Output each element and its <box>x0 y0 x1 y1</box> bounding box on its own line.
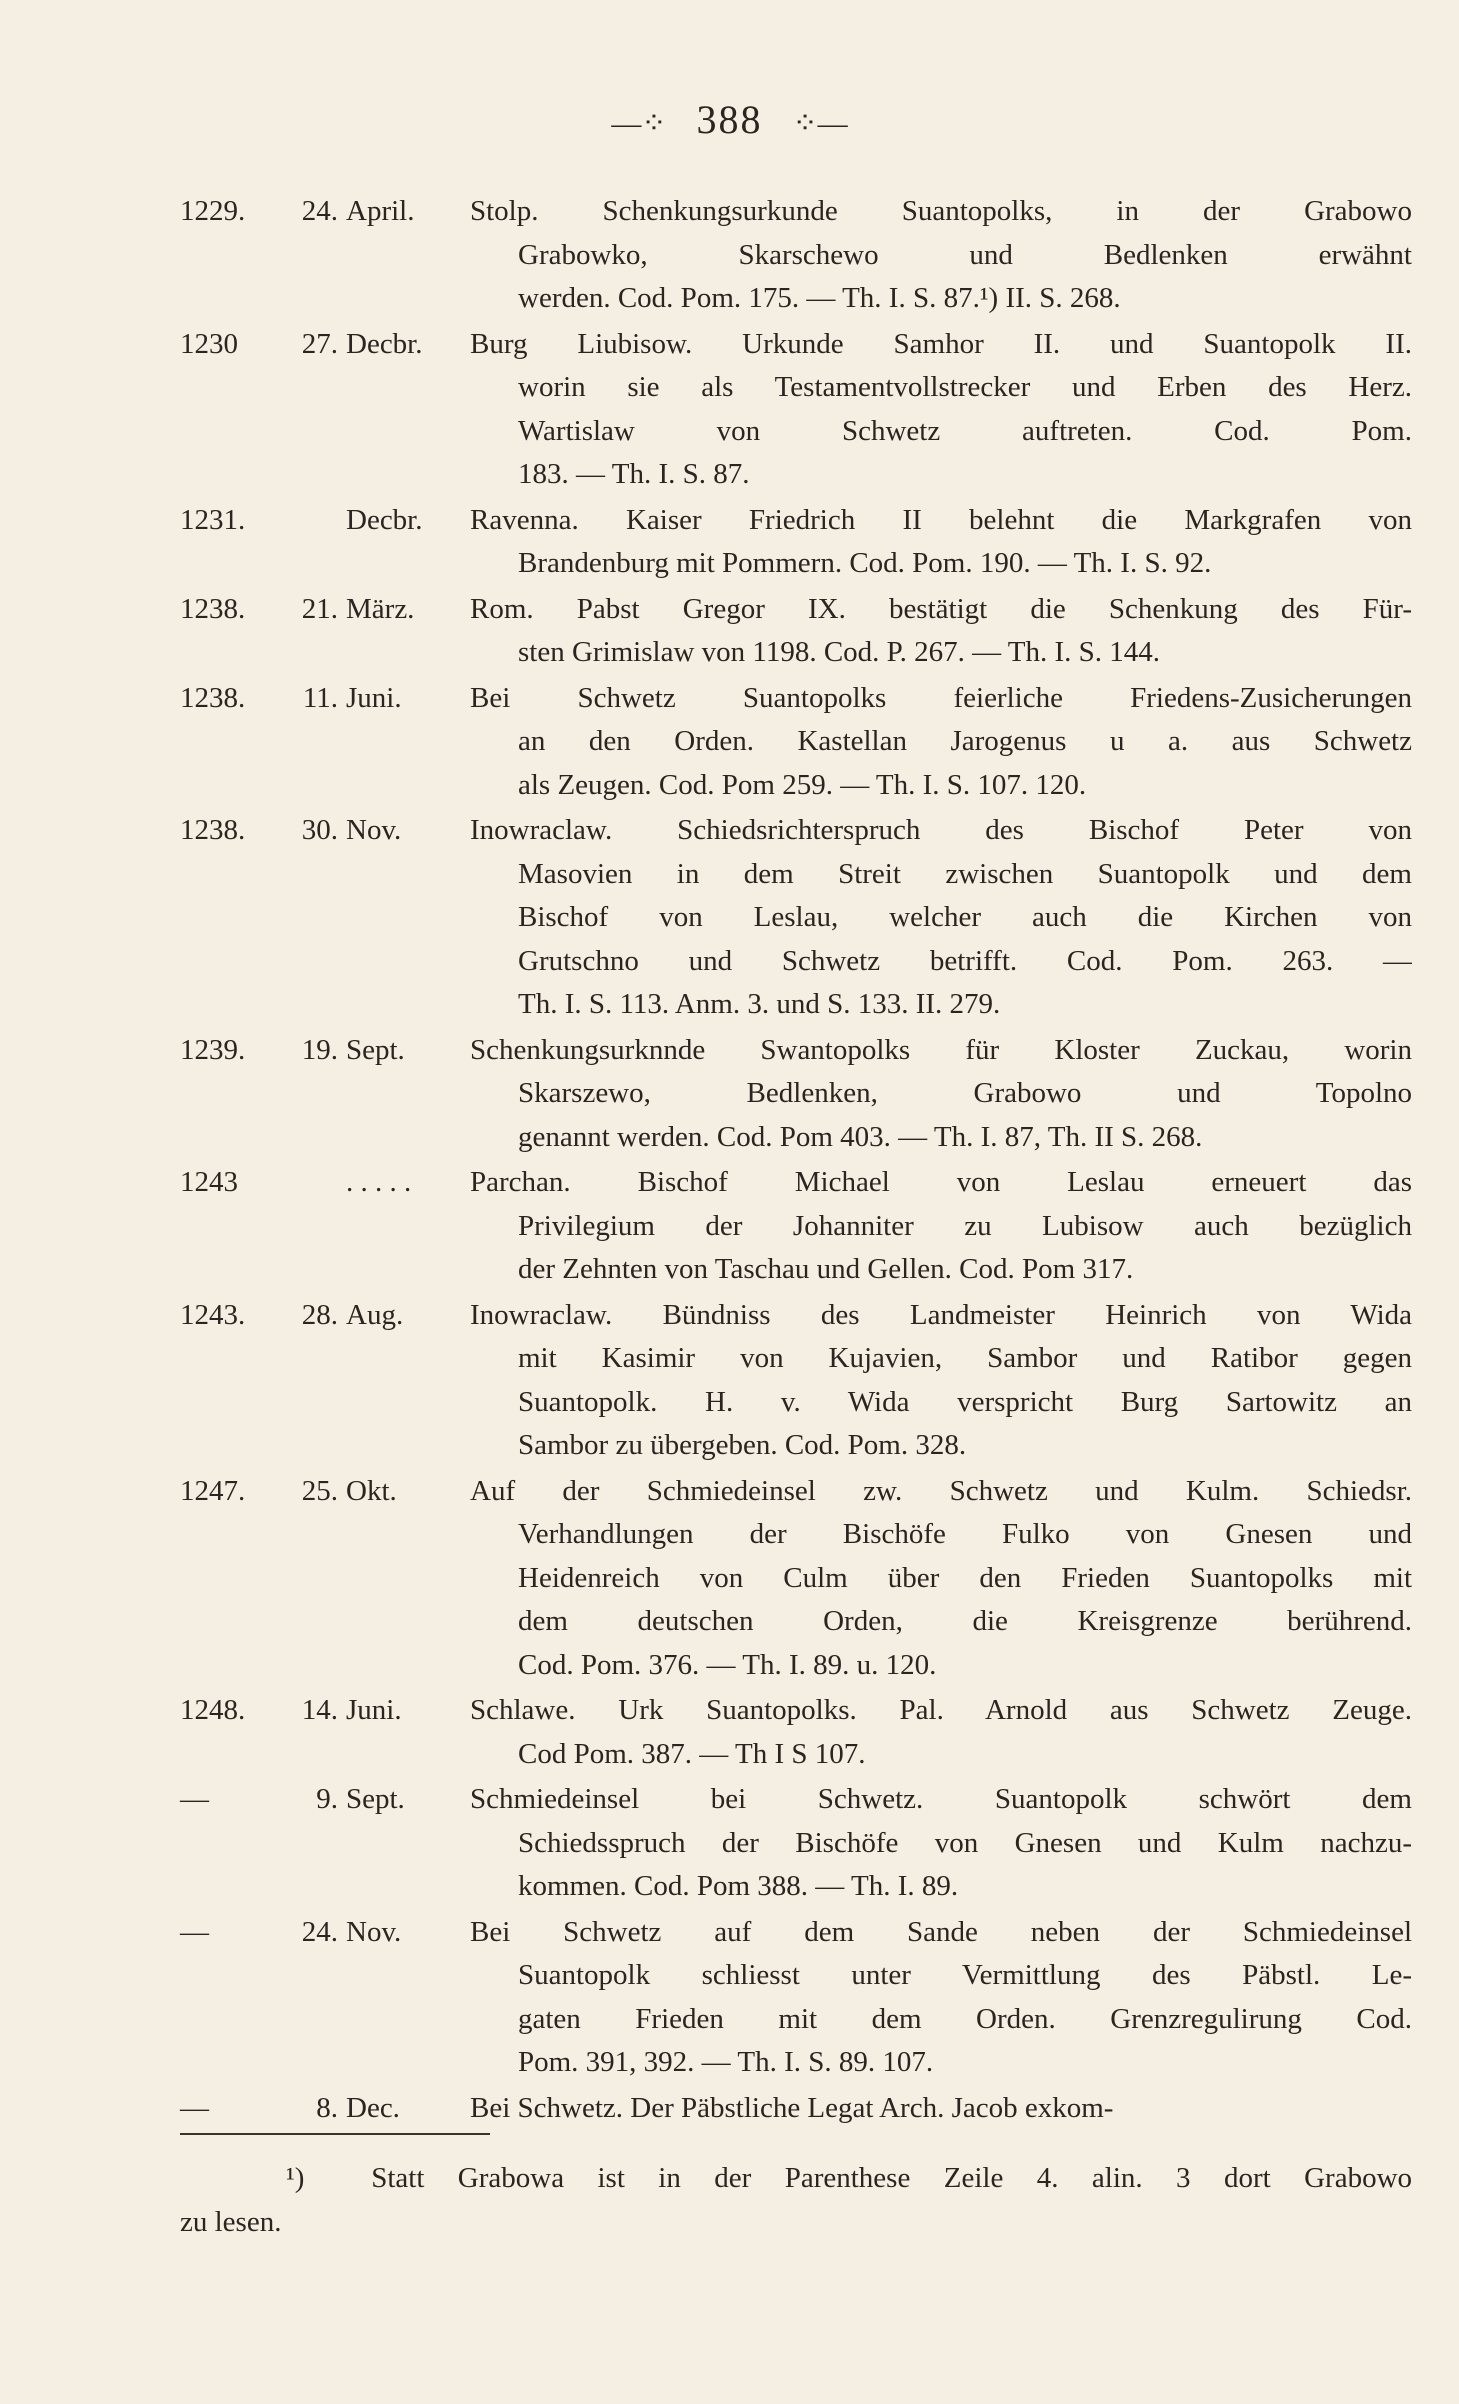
entry-month: Sept. <box>346 1783 405 1815</box>
entry-line: Cod. Pom. 376. — Th. I. 89. u. 120. <box>518 1648 937 1681</box>
entry-line: werden. Cod. Pom. 175. — Th. I. S. 87.¹) II. S. 268. <box>518 282 1121 314</box>
entry-text <box>470 1029 1412 1160</box>
chronicle-entry <box>180 677 1412 808</box>
entry-line: als Zeugen. Cod. Pom 259. — Th. I. S. 107. 120. <box>518 768 1087 801</box>
entry-line: Verhandlungen der Bischöfe Fulko von Gnesen und <box>518 1518 1412 1550</box>
chronicle-entry <box>180 1911 1412 2085</box>
entry-line: sten Grimislaw von 1198. Cod. P. 267. — Th. I. S. 144. <box>518 636 1161 668</box>
entry-line: Auf der Schmiedeinsel zw. Schwetz und Kulm. Schiedsr. <box>470 1474 1412 1507</box>
entry-year: — <box>180 2091 209 2124</box>
entry-date <box>280 499 470 586</box>
footnote-line-1 <box>180 2156 1412 2200</box>
entry-month: März. <box>346 592 415 625</box>
chronicle-entry <box>180 1161 1412 1292</box>
entry-line: Ravenna. Kaiser Friedrich II belehnt die Markgrafen von <box>470 503 1412 536</box>
entry-text <box>470 2087 1412 2131</box>
entry-line: der Zehnten von Taschau und Gellen. Cod. Pom 317. <box>518 1253 1134 1285</box>
entry-line: Skarszewo, Bedlenken, Grabowo und Topolno <box>518 1077 1412 1109</box>
entry-text <box>470 1778 1412 1909</box>
entry-text <box>470 1294 1412 1468</box>
chronicle-entry <box>180 190 1412 321</box>
entry-line: gaten Frieden mit dem Orden. Grenzregulirung Cod. <box>518 2002 1412 2035</box>
chronicle-entry <box>180 1689 1412 1776</box>
entry-month: Decbr. <box>346 327 423 360</box>
entry-text <box>470 499 1412 586</box>
entry-text <box>470 1911 1412 2085</box>
entry-year: 1243 <box>180 1166 238 1198</box>
entry-month: Nov. <box>346 814 402 846</box>
entry-month: Decbr. <box>346 503 423 536</box>
entry-date <box>280 588 470 675</box>
entry-month: Nov. <box>346 1915 402 1948</box>
entry-text <box>470 1161 1412 1292</box>
entry-year: 1247. <box>180 1474 246 1507</box>
entry-line: an den Orden. Kastellan Jarogenus u a. aus Schwetz <box>518 725 1412 757</box>
entry-line: Pom. 391, 392. — Th. I. S. 89. 107. <box>518 2046 934 2078</box>
entry-line: Burg Liubisow. Urkunde Samhor II. und Suantopolk II. <box>470 327 1412 360</box>
entry-year: 1238. <box>180 814 246 846</box>
entry-text <box>470 588 1412 675</box>
footnote-line-2: zu lesen. <box>180 2206 282 2238</box>
footnote-rule <box>180 2133 490 2135</box>
entry-line: Brandenburg mit Pommern. Cod. Pom. 190. — Th. I. S. 92. <box>518 547 1212 579</box>
entry-line: Parchan. Bischof Michael von Leslau erneuert das <box>470 1166 1412 1198</box>
entry-month: Juni. <box>346 681 402 714</box>
left-ornament: —⁘ <box>611 107 667 140</box>
entry-month: Sept. <box>346 1033 405 1066</box>
entry-day: 11. <box>302 681 338 714</box>
entry-text <box>470 323 1412 497</box>
entry-day: 8. <box>316 2091 338 2124</box>
chronicle-entry <box>180 1778 1412 1909</box>
footnote-text-1: Statt Grabowa ist in der Parenthese Zeile 4. alin. 3 dort Grabowo <box>371 2162 1413 2194</box>
entry-line: Schenkungsurknnde Swantopolks für Kloster Zuckau, worin <box>470 1033 1412 1066</box>
entry-month: Dec. <box>346 2091 400 2124</box>
entry-line: worin sie als Testamentvollstrecker und Erben des Herz. <box>518 371 1412 403</box>
entry-day: 28. <box>301 1298 338 1331</box>
entry-year: 1243. <box>180 1298 246 1331</box>
chronicle-entries <box>180 190 1412 2132</box>
entry-date <box>280 1689 470 1776</box>
entry-day: 30. <box>301 814 338 846</box>
entry-line: Stolp. Schenkungsurkunde Suantopolks, in der Grabowo <box>470 195 1412 227</box>
entry-line: kommen. Cod. Pom 388. — Th. I. 89. <box>518 1870 959 1902</box>
entry-text <box>470 1689 1412 1776</box>
entry-month: . . . . . <box>346 1166 412 1198</box>
entry-line: Masovien in dem Streit zwischen Suantopolk und dem <box>518 857 1412 890</box>
entry-line: Inowraclaw. Schiedsrichterspruch des Bischof Peter von <box>470 814 1412 846</box>
entry-day: 19. <box>301 1033 338 1066</box>
entry-date <box>280 1161 470 1292</box>
entry-day: 25. <box>301 1474 338 1507</box>
entry-line: dem deutschen Orden, die Kreisgrenze berührend. <box>518 1605 1412 1637</box>
entry-date <box>280 809 470 1027</box>
footnote-marker: ¹) <box>286 2162 305 2194</box>
entry-line: Grutschno und Schwetz betrifft. Cod. Pom. 263. — <box>518 944 1412 977</box>
entry-line: genannt werden. Cod. Pom 403. — Th. I. 87, Th. II S. 268. <box>518 1120 1203 1153</box>
entry-date <box>280 1470 470 1688</box>
entry-month: April. <box>346 195 415 227</box>
entry-day: 14. <box>301 1694 338 1726</box>
entry-line: Schlawe. Urk Suantopolks. Pal. Arnold aus Schwetz Zeuge. <box>470 1694 1412 1726</box>
entry-year: 1238. <box>180 592 246 625</box>
entry-date <box>280 1778 470 1909</box>
entry-line: Rom. Pabst Gregor IX. bestätigt die Schenkung des Für- <box>470 592 1412 625</box>
entry-month: Okt. <box>346 1474 397 1507</box>
entry-date <box>280 1294 470 1468</box>
entry-year: 1248. <box>180 1694 246 1726</box>
entry-line: Bei Schwetz Suantopolks feierliche Friedens-Zusicherungen <box>470 681 1412 714</box>
entry-year: 1230 <box>180 327 238 360</box>
entry-line: Th. I. S. 113. Anm. 3. und S. 133. II. 279. <box>518 988 1001 1020</box>
entry-day: 24. <box>301 1915 338 1948</box>
entry-year: 1231. <box>180 503 246 536</box>
entry-text <box>470 677 1412 808</box>
entry-line: Wartislaw von Schwetz auftreten. Cod. Pom. <box>518 414 1412 447</box>
entry-line: 183. — Th. I. S. 87. <box>518 458 750 490</box>
footnote <box>180 2156 1412 2244</box>
entry-line: Bischof von Leslau, welcher auch die Kirchen von <box>518 901 1412 933</box>
entry-date <box>280 323 470 497</box>
entry-line: Heidenreich von Culm über den Frieden Suantopolks mit <box>518 1561 1412 1594</box>
entry-date <box>280 2087 470 2131</box>
page-header <box>0 96 1459 143</box>
chronicle-entry <box>180 588 1412 675</box>
entry-date <box>280 677 470 808</box>
entry-line: Suantopolk. H. v. Wida verspricht Burg Sartowitz an <box>518 1385 1412 1418</box>
entry-day: 21. <box>301 592 338 625</box>
entry-line: Sambor zu übergeben. Cod. Pom. 328. <box>518 1429 967 1461</box>
entry-date <box>280 1911 470 2085</box>
entry-line: Cod Pom. 387. — Th I S 107. <box>518 1737 866 1770</box>
entry-year: — <box>180 1915 209 1948</box>
chronicle-entry <box>180 2087 1412 2131</box>
entry-line: Inowraclaw. Bündniss des Landmeister Heinrich von Wida <box>470 1298 1412 1331</box>
entry-text <box>470 809 1412 1027</box>
entry-line: mit Kasimir von Kujavien, Sambor und Ratibor gegen <box>518 1342 1412 1374</box>
entry-line: Schmiedeinsel bei Schwetz. Suantopolk schwört dem <box>470 1783 1412 1815</box>
entry-year: — <box>180 1783 209 1815</box>
entry-day: 27. <box>301 327 338 360</box>
entry-line: Schiedsspruch der Bischöfe von Gnesen und Kulm nachzu- <box>518 1826 1412 1859</box>
entry-month: Aug. <box>346 1298 404 1331</box>
entry-day: 9. <box>316 1783 338 1815</box>
entry-line: Privilegium der Johanniter zu Lubisow auch bezüglich <box>518 1209 1412 1242</box>
entry-year: 1238. <box>180 681 246 714</box>
entry-line: Bei Schwetz auf dem Sande neben der Schmiedeinsel <box>470 1915 1412 1948</box>
entry-year: 1239. <box>180 1033 246 1066</box>
entry-year: 1229. <box>180 195 246 227</box>
entry-month: Juni. <box>346 1694 402 1726</box>
entry-day: 24. <box>301 195 338 227</box>
entry-line: Grabowko, Skarschewo und Bedlenken erwähnt <box>518 238 1412 271</box>
page-number: 388 <box>696 97 763 142</box>
right-ornament: ⁘— <box>792 107 848 140</box>
entry-date <box>280 190 470 321</box>
entry-line: Suantopolk schliesst unter Vermittlung des Päbstl. Le- <box>518 1959 1412 1991</box>
entry-date <box>280 1029 470 1160</box>
chronicle-entry <box>180 809 1412 1027</box>
chronicle-entry <box>180 1470 1412 1688</box>
chronicle-entry <box>180 1294 1412 1468</box>
chronicle-entry <box>180 1029 1412 1160</box>
chronicle-entry <box>180 323 1412 497</box>
entry-line: Bei Schwetz. Der Päbstliche Legat Arch. Jacob exkom- <box>470 2091 1114 2124</box>
entry-text <box>470 1470 1412 1688</box>
entry-text <box>470 190 1412 321</box>
chronicle-entry <box>180 499 1412 586</box>
